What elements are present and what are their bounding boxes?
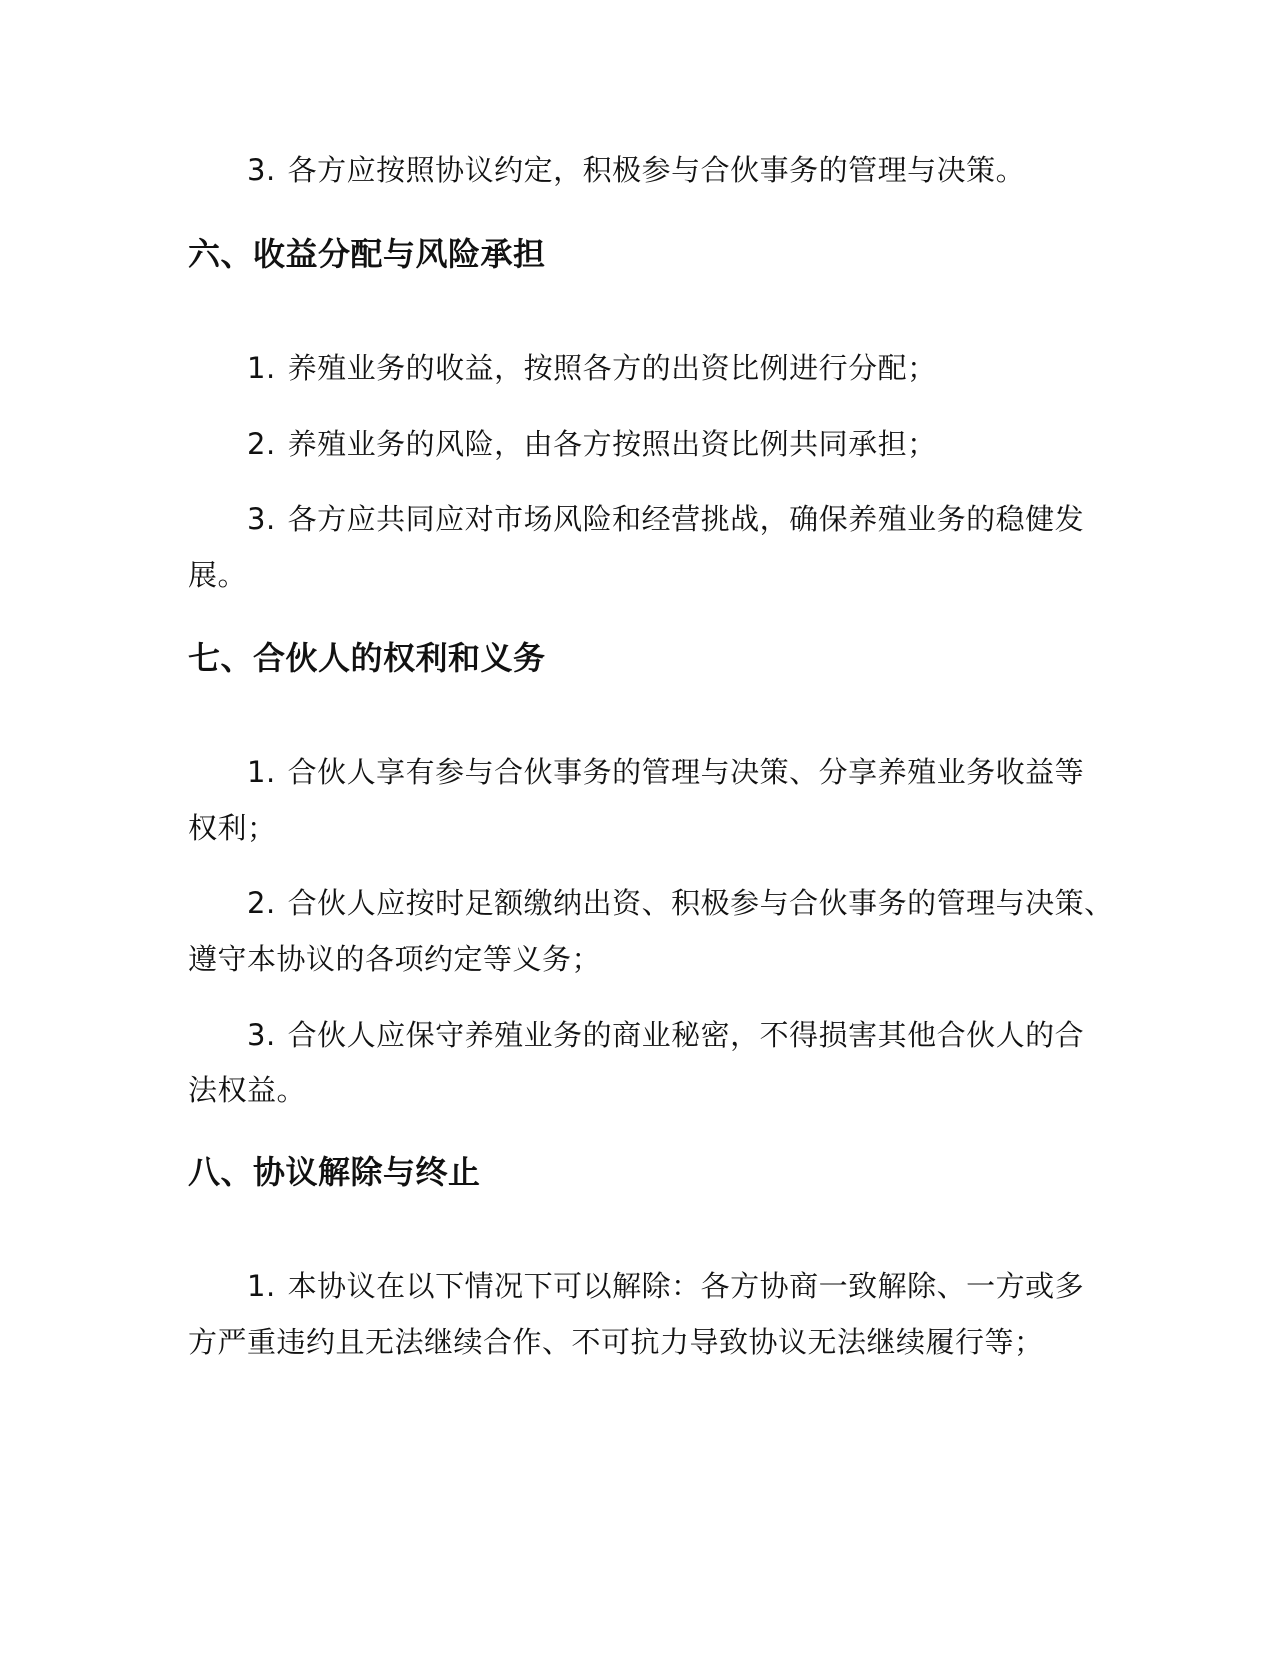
clause-7-3-continuation: 法权益。 (188, 1073, 307, 1107)
clause-number: 3. (247, 153, 276, 187)
clause-6-1 (247, 348, 937, 388)
clause-number: 1. (247, 755, 276, 789)
clause-number: 3. (247, 502, 276, 536)
section-heading-7: 七、合伙人的权利和义务 (188, 639, 546, 677)
clause-number: 2. (247, 427, 276, 461)
clause-text: 养殖业务的收益，按照各方的出资比例进行分配； (287, 351, 937, 385)
clause-7-1 (247, 752, 1084, 792)
clause-7-3 (247, 1015, 1084, 1055)
clause-text: 养殖业务的风险，由各方按照出资比例共同承担； (287, 427, 937, 461)
clause-7-2-continuation: 遵守本协议的各项约定等义务； (188, 942, 602, 976)
clause-text: 各方应共同应对市场风险和经营挑战，确保养殖业务的稳健发 (287, 502, 1085, 536)
clause-7-2 (247, 883, 1114, 923)
clause-text: 各方应按照协议约定，积极参与合伙事务的管理与决策。 (287, 153, 1026, 187)
section-heading-8: 八、协议解除与终止 (188, 1153, 481, 1191)
clause-6-2 (247, 424, 937, 464)
clause-5-3 (247, 150, 1025, 190)
clause-6-3 (247, 499, 1084, 539)
clause-number: 2. (247, 886, 276, 920)
clause-text: 合伙人享有参与合伙事务的管理与决策、分享养殖业务收益等 (287, 755, 1085, 789)
clause-8-1 (247, 1266, 1084, 1306)
clause-number: 1. (247, 1269, 276, 1303)
clause-number: 3. (247, 1018, 276, 1052)
clause-number: 1. (247, 351, 276, 385)
section-heading-6: 六、收益分配与风险承担 (188, 235, 546, 273)
clause-text: 合伙人应按时足额缴纳出资、积极参与合伙事务的管理与决策、 (287, 886, 1114, 920)
clause-6-3-continuation: 展。 (188, 558, 248, 592)
clause-7-1-continuation: 权利； (188, 811, 277, 845)
clause-text: 合伙人应保守养殖业务的商业秘密，不得损害其他合伙人的合 (287, 1018, 1085, 1052)
clause-8-1-continuation: 方严重违约且无法继续合作、不可抗力导致协议无法继续履行等； (188, 1325, 1044, 1359)
clause-text: 本协议在以下情况下可以解除：各方协商一致解除、一方或多 (287, 1269, 1085, 1303)
